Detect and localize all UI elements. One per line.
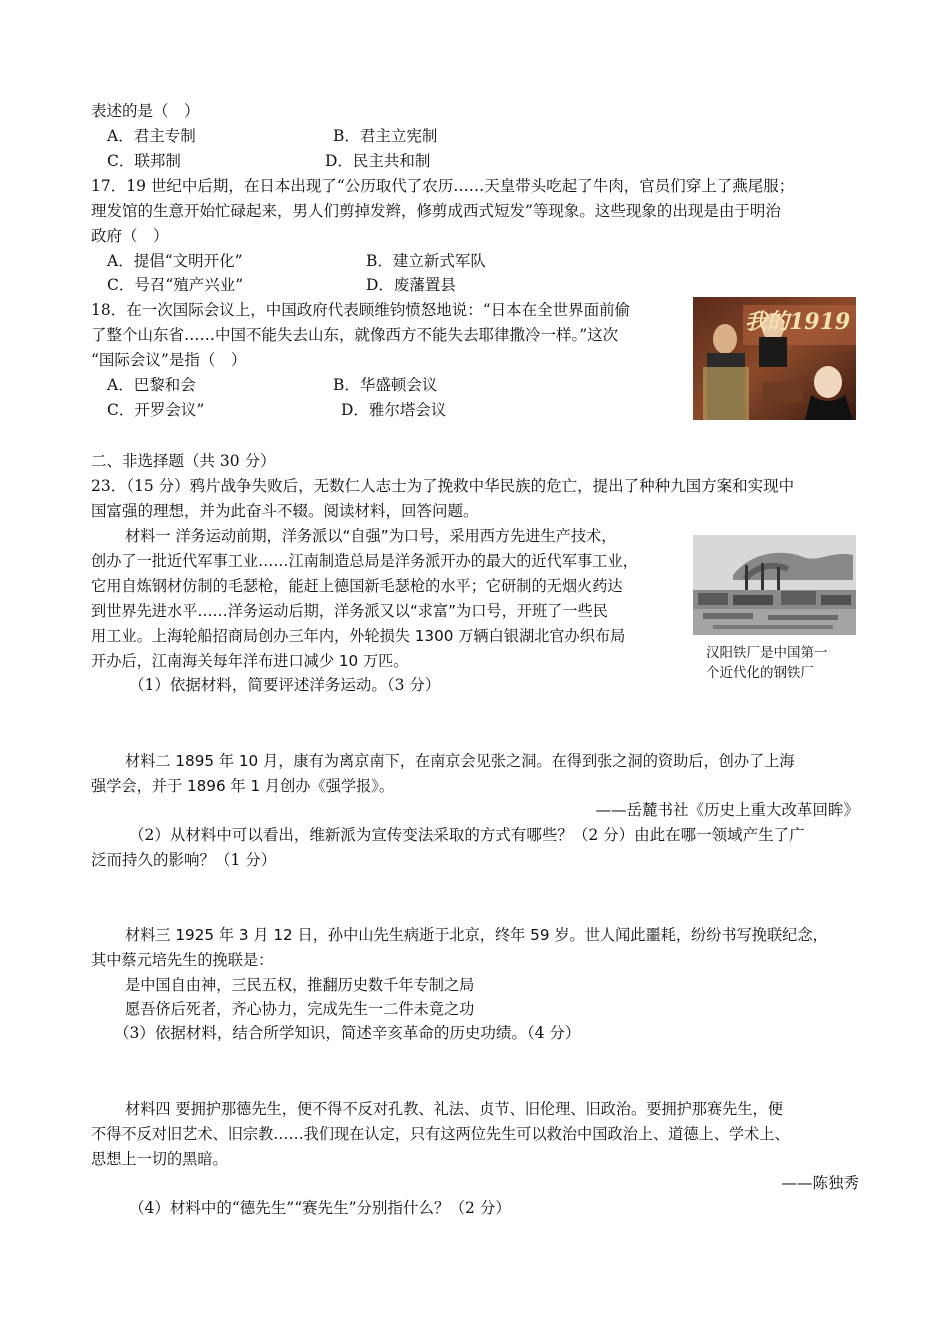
- q17-option-a: A．提倡“文明开化”: [107, 252, 243, 270]
- q18-stem-line2: 了整个山东省……中国不能失去山东，就像西方不能失去耶律撒冷一样。”这次: [91, 326, 619, 344]
- q18-option-c: C．开罗会议”: [107, 401, 205, 419]
- couplet-line1: 是中国自由神，三民五权，推翻历史数千年专制之局: [125, 976, 475, 994]
- q17-stem-line1: 17．19 世纪中后期，在日本出现了“公历取代了农历……天皇带头吃起了牛肉，官员们穿上了燕尾服；: [91, 177, 795, 195]
- section-title: 二、非选择题（共 30 分）: [91, 452, 276, 470]
- material2-line1: 材料二 1895 年 10 月，康有为离京南下，在南京会见张之洞。在得到张之洞的资助后，创办了上海: [125, 752, 795, 770]
- material4-line1: 材料四 要拥护那德先生，便不得不反对孔教、礼法、贞节、旧伦理、旧政治。要拥护那赛先生，便: [125, 1100, 783, 1118]
- movie-poster-image: [693, 297, 856, 420]
- sub-question-4: （4）材料中的“德先生”“赛先生”分别指什么？（2 分）: [129, 1199, 511, 1217]
- material2-source: ——岳麓书社《历史上重大改革回眸》: [595, 801, 859, 819]
- couplet-line2: 愿吾侪后死者，齐心协力，完成先生一二件未竟之功: [125, 1000, 475, 1018]
- q16-stem-tail: 表述的是（ ）: [91, 102, 200, 120]
- sub-question-1: （1）依据材料，简要评述洋务运动。（3 分）: [129, 676, 441, 694]
- photo-caption-line1: 汉阳铁厂是中国第一: [706, 645, 828, 661]
- q18-option-d: D．雅尔塔会议: [341, 401, 447, 419]
- material1-line6: 开办后，江南海关每年洋布进口减少 10 万匹。: [91, 652, 409, 670]
- q18-stem-line3: “国际会议”是指（ ）: [91, 351, 247, 369]
- material4-line2: 不得不反对旧艺术、旧宗教……我们现在认定，只有这两位先生可以救治中国政治上、道德上、学术上、: [91, 1125, 790, 1143]
- q17-option-c: C．号召“殖产兴业”: [107, 276, 244, 294]
- material1-line5: 用工业。上海轮船招商局创办三年内，外轮损失 1300 万辆白银湖北官办织布局: [91, 627, 626, 645]
- q18-option-b: B．华盛顿会议: [333, 376, 438, 394]
- material2-line2: 强学会，并于 1896 年 1 月创办《强学报》。: [91, 777, 395, 795]
- q16-option-c: C．联邦制: [107, 152, 181, 170]
- q17-stem-line2: 理发馆的生意开始忙碌起来，男人们剪掉发辫，修剪成西式短发”等现象。这些现象的出现是由于明治: [91, 202, 781, 220]
- q23-stem-line1: 23．（15 分）鸦片战争失败后，无数仁人志士为了挽救中华民族的危亡，提出了种种九国方案和实现中: [91, 477, 795, 495]
- material4-source: ——陈独秀: [781, 1174, 859, 1192]
- q17-stem-line3: 政府（ ）: [91, 227, 169, 245]
- material3-line1: 材料三 1925 年 3 月 12 日，孙中山先生病逝于北京，终年 59 岁。世人闻此噩耗，纷纷书写挽联纪念，: [125, 926, 828, 944]
- material4-line3: 思想上一切的黑暗。: [91, 1150, 228, 1168]
- poster-title: 我的1919: [745, 309, 851, 335]
- q18-option-a: A．巴黎和会: [107, 376, 196, 394]
- q16-option-a: A．君主专制: [107, 127, 196, 145]
- sub-question-2-line2: 泛而持久的影响？（1 分）: [91, 851, 277, 869]
- sub-question-3: （3）依据材料，结合所学知识，简述辛亥革命的历史功绩。（4 分）: [114, 1024, 581, 1042]
- q16-option-b: B．君主立宪制: [333, 127, 438, 145]
- q18-stem-line1: 18．在一次国际会议上，中国政府代表顾维钧愤怒地说：“日本在全世界面前偷: [91, 301, 631, 319]
- material1-line4: 到世界先进水平……洋务运动后期，洋务派又以“求富”为口号，开班了一些民: [91, 602, 608, 620]
- material1-line1: 材料一 洋务运动前期，洋务派以“自强”为口号，采用西方先进生产技术，: [125, 527, 617, 545]
- sub-question-2-line1: （2）从材料中可以看出，维新派为宣传变法采取的方式有哪些？（2 分）由此在哪一领域产生了广: [129, 826, 805, 844]
- hanyang-ironworks-photo: [693, 535, 856, 635]
- q23-stem-line2: 国富强的理想，并为此奋斗不辍。阅读材料，回答问题。: [91, 502, 479, 520]
- q17-option-b: B．建立新式军队: [366, 252, 486, 270]
- q16-option-d: D．民主共和制: [325, 152, 431, 170]
- photo-caption-line2: 个近代化的钢铁厂: [706, 665, 814, 681]
- material1-line3: 它用自炼钢材仿制的毛瑟枪，能赶上德国新毛瑟枪的水平；它研制的无烟火药达: [91, 577, 623, 595]
- q17-option-d: D．废藩置县: [366, 276, 456, 294]
- material3-line2: 其中蔡元培先生的挽联是：: [91, 951, 274, 969]
- material1-line2: 创办了一批近代军事工业……江南制造总局是洋务派开办的最大的近代军事工业，: [91, 552, 638, 570]
